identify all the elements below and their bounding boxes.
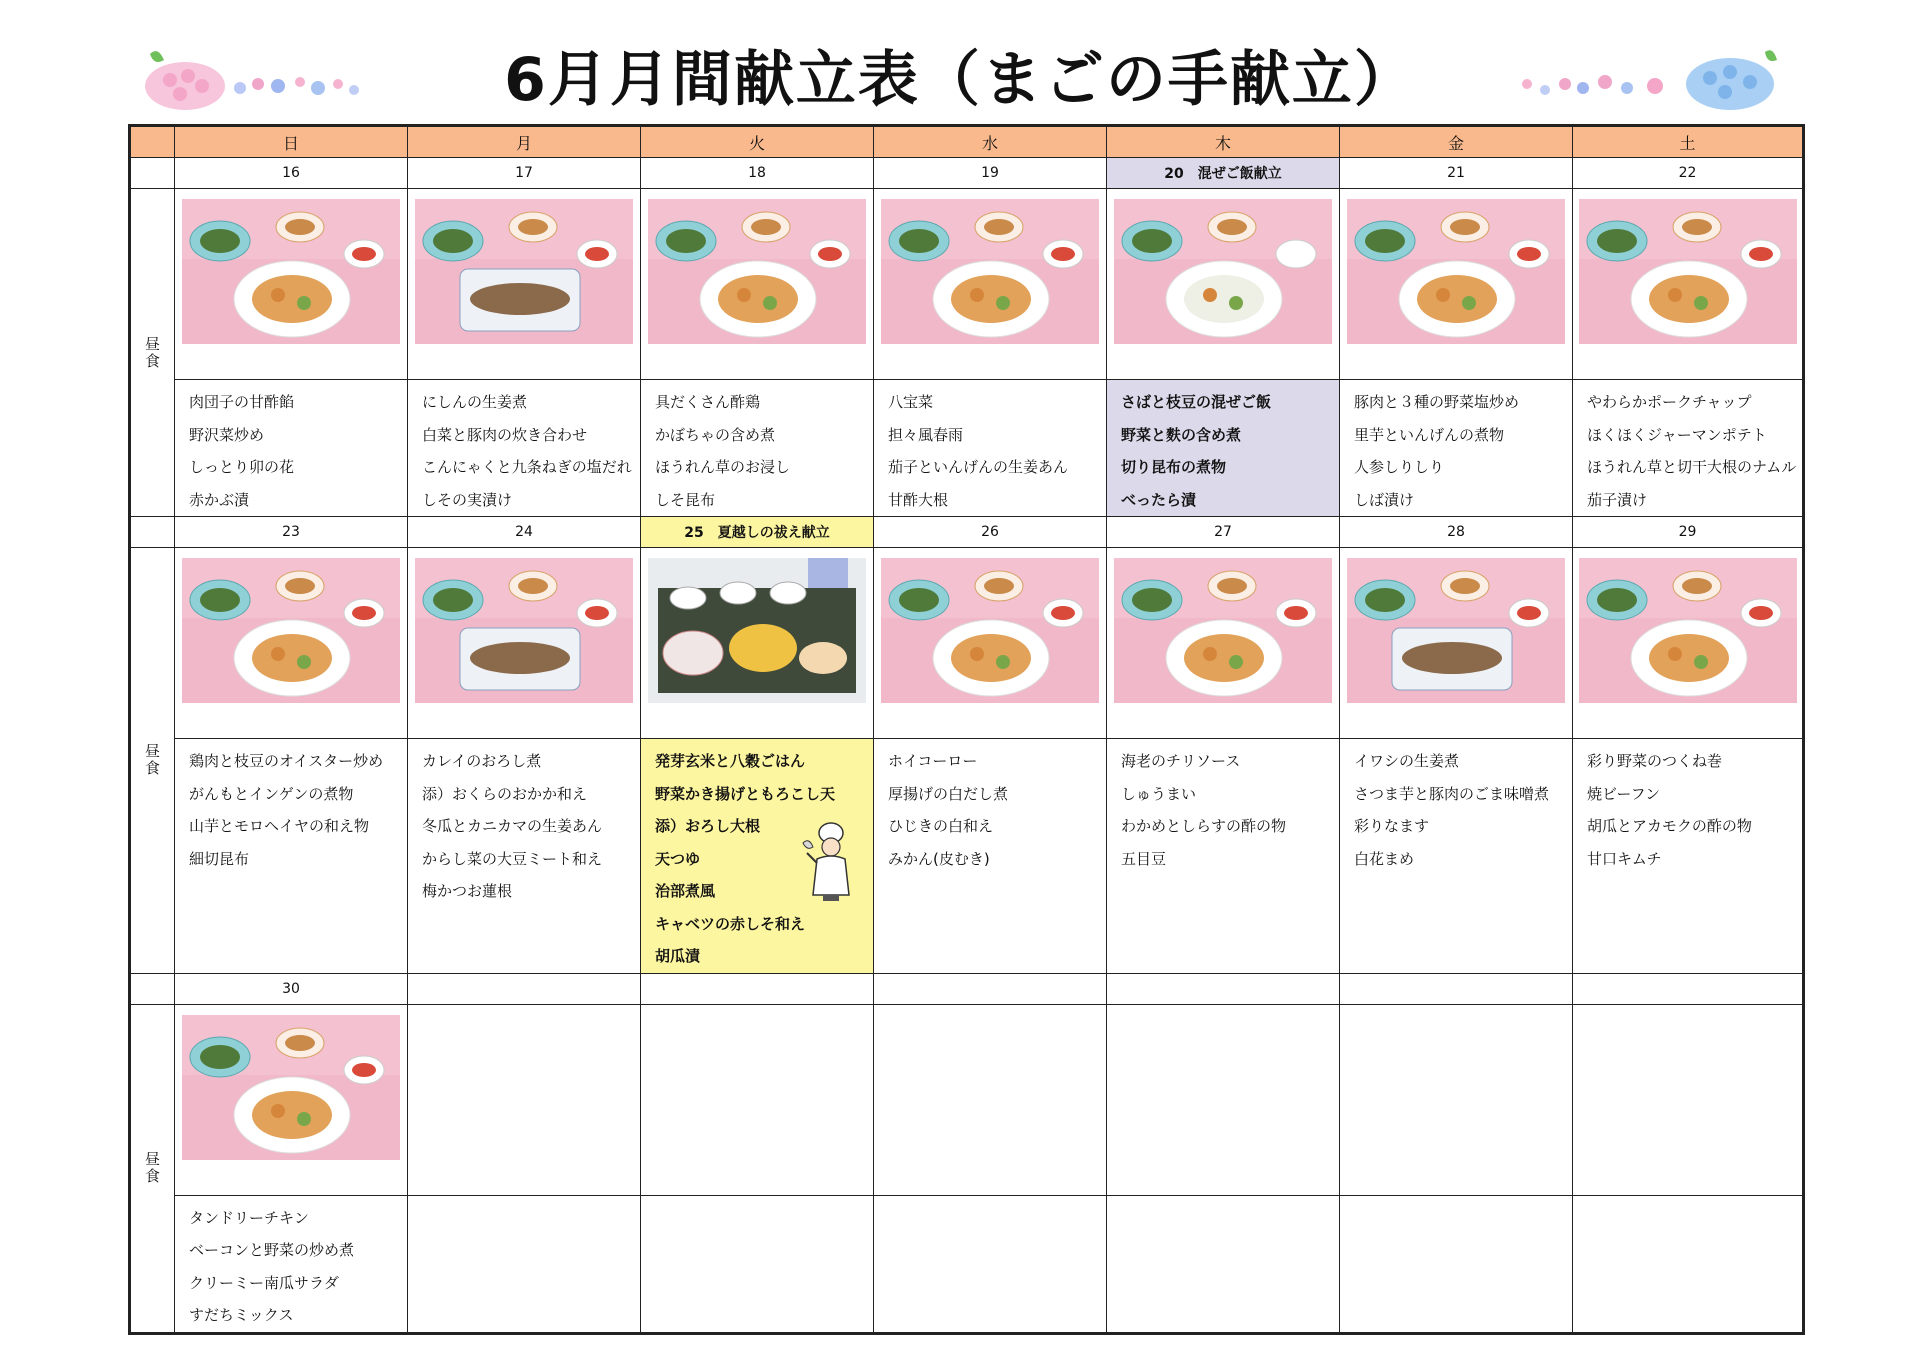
meal-label xyxy=(130,189,175,517)
dish-item: さばと枝豆の混ぜご飯 xyxy=(1121,393,1272,411)
dish-item: 彩り野菜のつくね巻 xyxy=(1587,752,1723,770)
dish-item: ほうれん草のお浸し xyxy=(655,458,791,476)
weekday-tue: 火 xyxy=(641,126,874,158)
dish-list xyxy=(874,739,1106,875)
dish-item: ホイコーロー xyxy=(888,752,978,770)
empty-cell xyxy=(408,1004,641,1195)
meal-photo xyxy=(1347,199,1565,344)
meal-photo-cell xyxy=(408,189,641,380)
dish-item: 細切昆布 xyxy=(189,849,250,868)
empty-cell xyxy=(874,1195,1107,1333)
page-title: 6月月間献立表（まごの手献立） xyxy=(504,45,1416,115)
dish-item: しば漬け xyxy=(1354,490,1415,509)
dish-cell xyxy=(1340,739,1573,974)
dish-item: 茄子漬け xyxy=(1587,490,1648,509)
dish-item: 野菜かき揚げともろこし天 xyxy=(655,784,836,803)
meal-photo-cell xyxy=(641,189,874,380)
week3-photo-row xyxy=(130,1004,1804,1195)
empty-cell xyxy=(874,1004,1107,1195)
empty-cell xyxy=(1573,1004,1804,1195)
dish-item: しその実漬け xyxy=(422,490,513,509)
dish-item: 胡瓜とアカモクの酢の物 xyxy=(1587,817,1752,835)
date-cell: 18 xyxy=(641,158,874,189)
date-corner xyxy=(130,517,175,548)
dish-list xyxy=(1340,739,1572,875)
meal-photo-cell xyxy=(1107,548,1340,739)
date-cell: 28 xyxy=(1340,517,1573,548)
dish-item: 厚揚げの白だし煮 xyxy=(888,784,1009,803)
meal-photo-cell xyxy=(1340,189,1573,380)
dish-item: 白菜と豚肉の炊き合わせ xyxy=(422,425,588,444)
meal-label-text: 昼 食 xyxy=(144,742,160,778)
meal-photo xyxy=(415,558,633,703)
empty-cell xyxy=(1107,1004,1340,1195)
empty-cell xyxy=(1340,1195,1573,1333)
dish-cell xyxy=(408,380,641,517)
dish-list xyxy=(1573,739,1802,875)
dish-item: 八宝菜 xyxy=(888,393,934,411)
dish-list xyxy=(175,739,407,875)
dish-list xyxy=(1107,739,1339,875)
date-cell: 26 xyxy=(874,517,1107,548)
date-cell: 16 xyxy=(175,158,408,189)
meal-photo xyxy=(415,199,633,344)
dish-item: 甘酢大根 xyxy=(888,490,949,509)
meal-photo xyxy=(881,199,1099,344)
meal-photo-cell xyxy=(175,1004,408,1195)
date-cell xyxy=(408,973,641,1004)
week3-dish-row xyxy=(130,1195,1804,1333)
dish-cell-special xyxy=(641,739,874,974)
dish-list xyxy=(874,380,1106,516)
dish-item: 添）おくらのおかか和え xyxy=(422,784,588,803)
empty-cell xyxy=(641,1004,874,1195)
dish-item: みかん(皮むき) xyxy=(888,849,990,868)
dish-item: クリーミー南瓜サラダ xyxy=(189,1273,339,1292)
dish-list xyxy=(175,380,407,516)
date-cell: 21 xyxy=(1340,158,1573,189)
weekday-sat: 土 xyxy=(1573,126,1804,158)
header-corner xyxy=(130,126,175,158)
dish-item: 鶏肉と枝豆のオイスター炒め xyxy=(189,752,384,770)
dish-item: 切り昆布の煮物 xyxy=(1121,458,1227,476)
date-cell: 19 xyxy=(874,158,1107,189)
dish-cell xyxy=(641,380,874,517)
date-cell xyxy=(641,973,874,1004)
dish-item: 彩りなます xyxy=(1354,817,1430,835)
meal-photo-cell xyxy=(175,189,408,380)
dish-item: からし菜の大豆ミート和え xyxy=(422,849,603,868)
dish-item: 人参しりしり xyxy=(1354,458,1445,476)
meal-photo-cell xyxy=(1573,548,1804,739)
week1-photo-row xyxy=(130,189,1804,380)
dish-item: にしんの生姜煮 xyxy=(422,393,528,411)
dish-cell xyxy=(874,380,1107,517)
dish-item: 山芋とモロヘイヤの和え物 xyxy=(189,817,370,835)
date-cell xyxy=(1107,973,1340,1004)
meal-photo xyxy=(1347,558,1565,703)
dish-list xyxy=(641,380,873,516)
dish-item: 天つゆ xyxy=(655,849,701,868)
week2-date-row xyxy=(130,517,1804,548)
dish-item: 白花まめ xyxy=(1354,849,1415,868)
dish-cell xyxy=(874,739,1107,974)
empty-cell xyxy=(1340,1004,1573,1195)
dish-item: 梅かつお蓮根 xyxy=(422,882,513,900)
dish-item: 赤かぶ漬 xyxy=(189,490,250,509)
dish-item: 冬瓜とカニカマの生姜あん xyxy=(422,817,603,835)
dish-cell-special xyxy=(1107,380,1340,517)
monthly-menu-table xyxy=(128,124,1805,1335)
dish-cell xyxy=(408,739,641,974)
weekday-sun: 日 xyxy=(175,126,408,158)
weekday-header-row xyxy=(130,126,1804,158)
empty-cell xyxy=(1107,1195,1340,1333)
week2-dish-row xyxy=(130,739,1804,974)
dish-list xyxy=(1107,380,1339,516)
meal-label-text: 昼 食 xyxy=(144,1150,160,1185)
date-cell: 22 xyxy=(1573,158,1804,189)
date-cell xyxy=(1340,973,1573,1004)
meal-photo xyxy=(182,558,400,703)
empty-cell xyxy=(1573,1195,1804,1333)
dish-list xyxy=(408,380,640,516)
dish-item: かぼちゃの含め煮 xyxy=(655,425,776,444)
meal-photo xyxy=(648,558,866,703)
weekday-fri: 金 xyxy=(1340,126,1573,158)
dish-item: がんもとインゲンの煮物 xyxy=(189,784,354,803)
dish-item: 野菜と麩の含め煮 xyxy=(1121,425,1242,444)
date-cell: 24 xyxy=(408,517,641,548)
dish-item: しゅうまい xyxy=(1121,784,1197,803)
meal-photo-cell xyxy=(874,189,1107,380)
week3-date-row xyxy=(130,973,1804,1004)
meal-photo xyxy=(1579,558,1797,703)
chef-illustration-icon xyxy=(801,819,861,903)
week2-photo-row xyxy=(130,548,1804,739)
meal-photo xyxy=(1114,558,1332,703)
dish-item: キャベツの赤しそ和え xyxy=(655,914,806,933)
dish-cell xyxy=(175,1195,408,1333)
week1-date-row xyxy=(130,158,1804,189)
dish-cell xyxy=(175,739,408,974)
date-cell-special: 25 夏越しの祓え献立 xyxy=(641,517,874,548)
dish-item: 海老のチリソース xyxy=(1121,752,1241,770)
dish-list xyxy=(1573,380,1802,516)
date-corner xyxy=(130,158,175,189)
dish-list xyxy=(408,739,640,908)
dish-item: タンドリーチキン xyxy=(189,1208,309,1227)
weekday-thu: 木 xyxy=(1107,126,1340,158)
dish-item: 豚肉と３種の野菜塩炒め xyxy=(1354,393,1520,411)
dish-item: しっとり卯の花 xyxy=(189,458,295,476)
meal-label-text: 昼 食 xyxy=(144,334,160,370)
date-cell: 17 xyxy=(408,158,641,189)
date-corner xyxy=(130,973,175,1004)
dish-item: 胡瓜漬 xyxy=(655,947,701,965)
meal-photo-cell xyxy=(874,548,1107,739)
meal-photo-cell xyxy=(1573,189,1804,380)
dish-list xyxy=(1340,380,1572,516)
dish-item: ひじきの白和え xyxy=(888,817,994,835)
dish-item: 治部煮風 xyxy=(655,882,716,900)
dish-item: 野沢菜炒め xyxy=(189,425,265,444)
dish-list xyxy=(175,1196,407,1332)
empty-cell xyxy=(408,1195,641,1333)
dish-item: 五目豆 xyxy=(1121,849,1167,868)
dish-item: 里芋といんげんの煮物 xyxy=(1354,425,1505,444)
dish-item: べったら漬 xyxy=(1121,490,1197,509)
weekday-wed: 水 xyxy=(874,126,1107,158)
dish-item: 添）おろし大根 xyxy=(655,817,761,835)
dish-cell xyxy=(175,380,408,517)
dish-cell xyxy=(1573,739,1804,974)
dish-item: こんにゃくと九条ねぎの塩だれ xyxy=(422,458,632,476)
dish-cell xyxy=(1340,380,1573,517)
date-cell xyxy=(1573,973,1804,1004)
meal-photo-cell xyxy=(175,548,408,739)
date-cell: 29 xyxy=(1573,517,1804,548)
dish-item: さつま芋と豚肉のごま味噌煮 xyxy=(1354,784,1550,803)
date-cell: 23 xyxy=(175,517,408,548)
dish-item: ベーコンと野菜の炒め煮 xyxy=(189,1241,355,1259)
meal-photo xyxy=(1579,199,1797,344)
date-cell xyxy=(874,973,1107,1004)
week1-dish-row xyxy=(130,380,1804,517)
dish-item: やわらかポークチャップ xyxy=(1587,393,1752,411)
meal-photo-cell xyxy=(1340,548,1573,739)
date-cell: 30 xyxy=(175,973,408,1004)
dish-item: 焼ビーフン xyxy=(1587,784,1661,803)
weekday-mon: 月 xyxy=(408,126,641,158)
meal-label xyxy=(130,548,175,974)
meal-photo-cell xyxy=(408,548,641,739)
date-cell-special: 20 混ぜご飯献立 xyxy=(1107,158,1340,189)
dish-item: ほうれん草と切干大根のナムル xyxy=(1587,458,1797,476)
dish-item: 肉団子の甘酢餡 xyxy=(189,393,295,411)
empty-cell xyxy=(641,1195,874,1333)
dish-item: すだちミックス xyxy=(189,1306,294,1324)
dish-cell xyxy=(1107,739,1340,974)
date-cell: 27 xyxy=(1107,517,1340,548)
dish-item: 発芽玄米と八穀ごはん xyxy=(655,752,806,770)
dish-cell xyxy=(1573,380,1804,517)
meal-label xyxy=(130,1004,175,1333)
meal-photo xyxy=(182,1015,400,1160)
dish-item: 具だくさん酢鶏 xyxy=(655,393,761,411)
meal-photo xyxy=(1114,199,1332,344)
dish-item: ほくほくジャーマンポテト xyxy=(1587,425,1767,444)
dish-item: しそ昆布 xyxy=(655,490,716,509)
meal-photo xyxy=(182,199,400,344)
meal-photo-cell xyxy=(641,548,874,739)
meal-photo xyxy=(881,558,1099,703)
dish-item: 茄子といんげんの生姜あん xyxy=(888,458,1069,476)
dish-item: 担々風春雨 xyxy=(888,425,964,444)
dish-item: イワシの生姜煮 xyxy=(1354,752,1460,770)
dish-item: カレイのおろし煮 xyxy=(422,752,542,770)
dish-item: 甘口キムチ xyxy=(1587,849,1662,868)
meal-photo xyxy=(648,199,866,344)
dish-item: わかめとしらすの酢の物 xyxy=(1121,817,1287,835)
meal-photo-cell xyxy=(1107,189,1340,380)
